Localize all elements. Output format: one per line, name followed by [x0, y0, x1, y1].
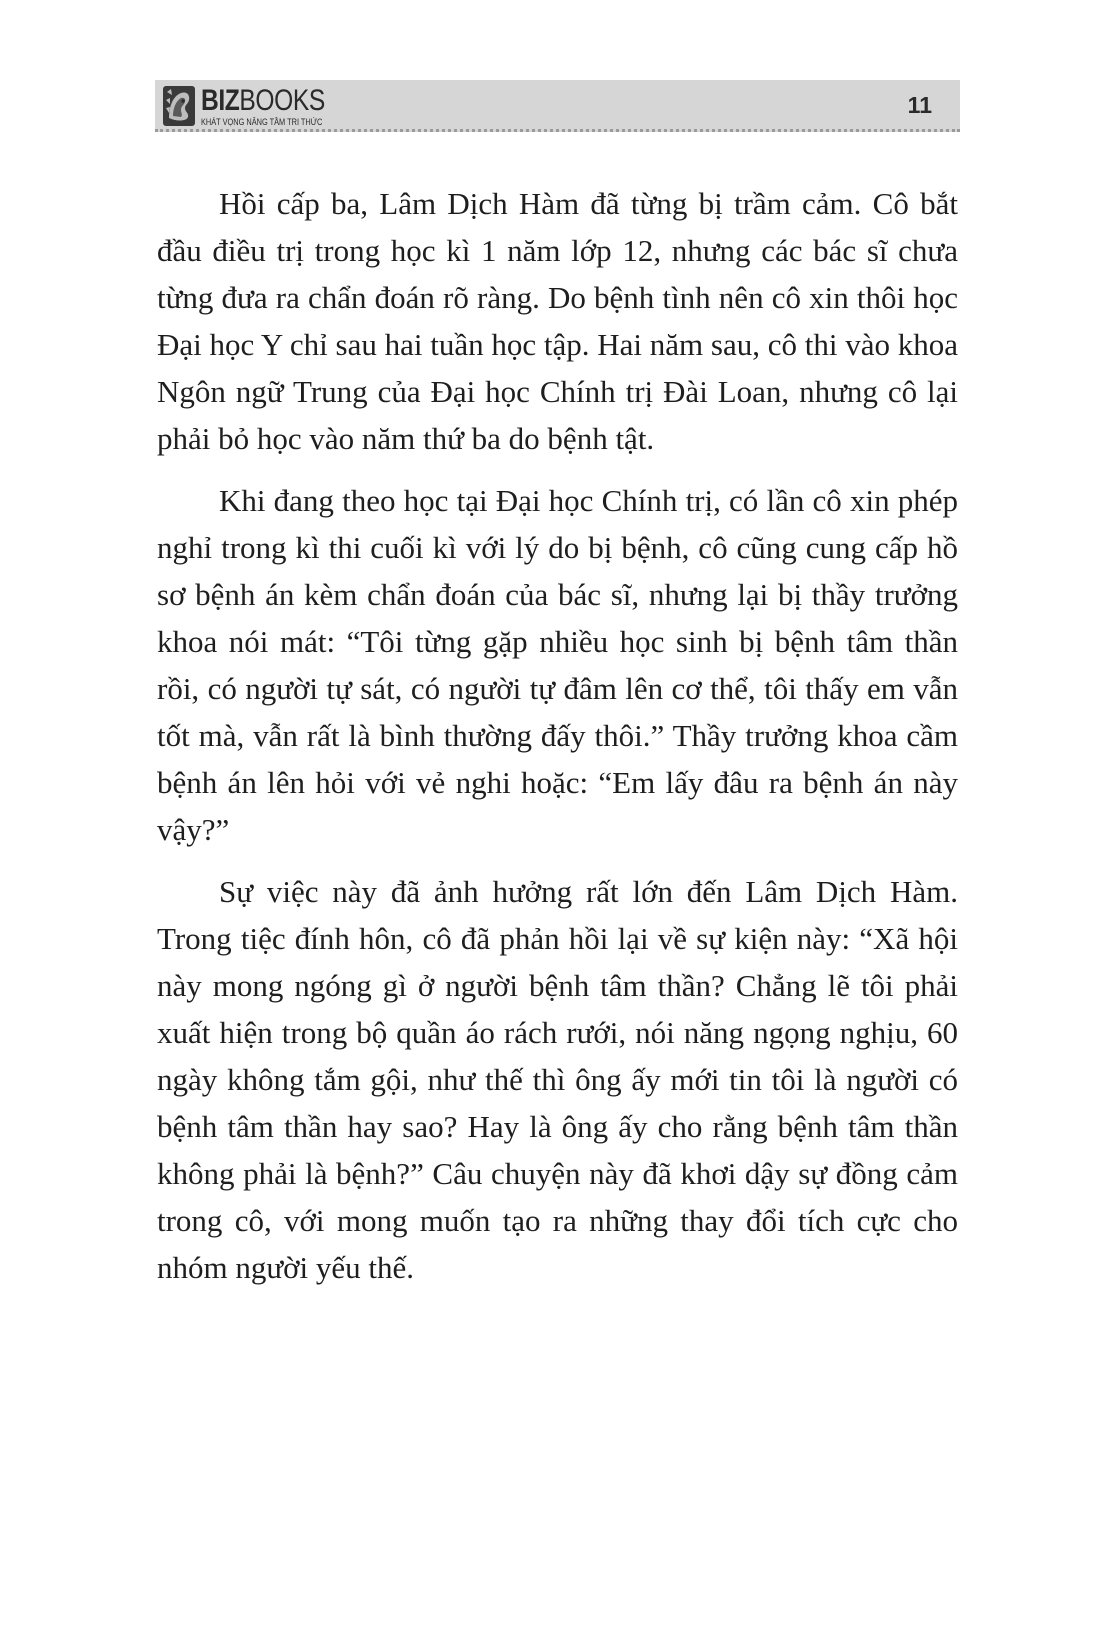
- lion-head-icon: [163, 86, 195, 126]
- logo-wordmark: [201, 86, 352, 128]
- paragraph-3: Sự việc này đã ảnh hưởng rất lớn đến Lâm Dịch Hàm. Trong tiệc đính hôn, cô đã phản hồi lại về sự kiện này: “Xã hội này mong ngóng gì ở người bệnh tâm thần? Chẳng lẽ tôi phải xuất hiện trong bộ quần áo rách rưới, nói năng ngọng nghịu, 60 ngày không tắm gội, như thế thì ông ấy mới tin tôi là người có bệnh tâm thần hay sao? Hay là ông ấy cho rằng bệnh tâm thần không phải là bệnh?” Câu chuyện này đã khơi dậy sự đồng cảm trong cô, với mong muốn tạo ra những thay đổi tích cực cho nhóm người yếu thế.: [157, 874, 958, 1285]
- brand-name: [201, 86, 325, 116]
- page-number: 11: [907, 92, 932, 118]
- brand-name-bold: BIZ: [201, 84, 240, 117]
- brand-name-light: BOOKS: [239, 84, 325, 117]
- paragraph-1: Hồi cấp ba, Lâm Dịch Hàm đã từng bị trầm cảm. Cô bắt đầu điều trị trong học kì 1 năm lớp 12, nhưng các bác sĩ chưa từng đưa ra chẩn đoán rõ ràng. Do bệnh tình nên cô xin thôi học Đại học Y chỉ sau hai tuần học tập. Hai năm sau, cô thi vào khoa Ngôn ngữ Trung của Đại học Chính trị Đài Loan, nhưng cô lại phải bỏ học vào năm thứ ba do bệnh tật.: [157, 186, 958, 456]
- paragraph-2: Khi đang theo học tại Đại học Chính trị, có lần cô xin phép nghỉ trong kì thi cuối kì với lý do bị bệnh, cô cũng cung cấp hồ sơ bệnh án kèm chẩn đoán của bác sĩ, nhưng lại bị thầy trưởng khoa nói mát: “Tôi từng gặp nhiều học sinh bị bệnh tâm thần rồi, có người tự sát, có người tự đâm lên cơ thể, tôi thấy em vẫn tốt mà, vẫn rất là bình thường đấy thôi.” Thầy trưởng khoa cầm bệnh án lên hỏi với vẻ nghi hoặc: “Em lấy đâu ra bệnh án này vậy?”: [157, 483, 958, 847]
- brand-tagline: KHÁT VỌNG NÂNG TẦM TRI THỨC: [201, 117, 323, 127]
- publisher-logo: [163, 86, 352, 128]
- running-header: [155, 80, 960, 132]
- body-text: [157, 180, 958, 1306]
